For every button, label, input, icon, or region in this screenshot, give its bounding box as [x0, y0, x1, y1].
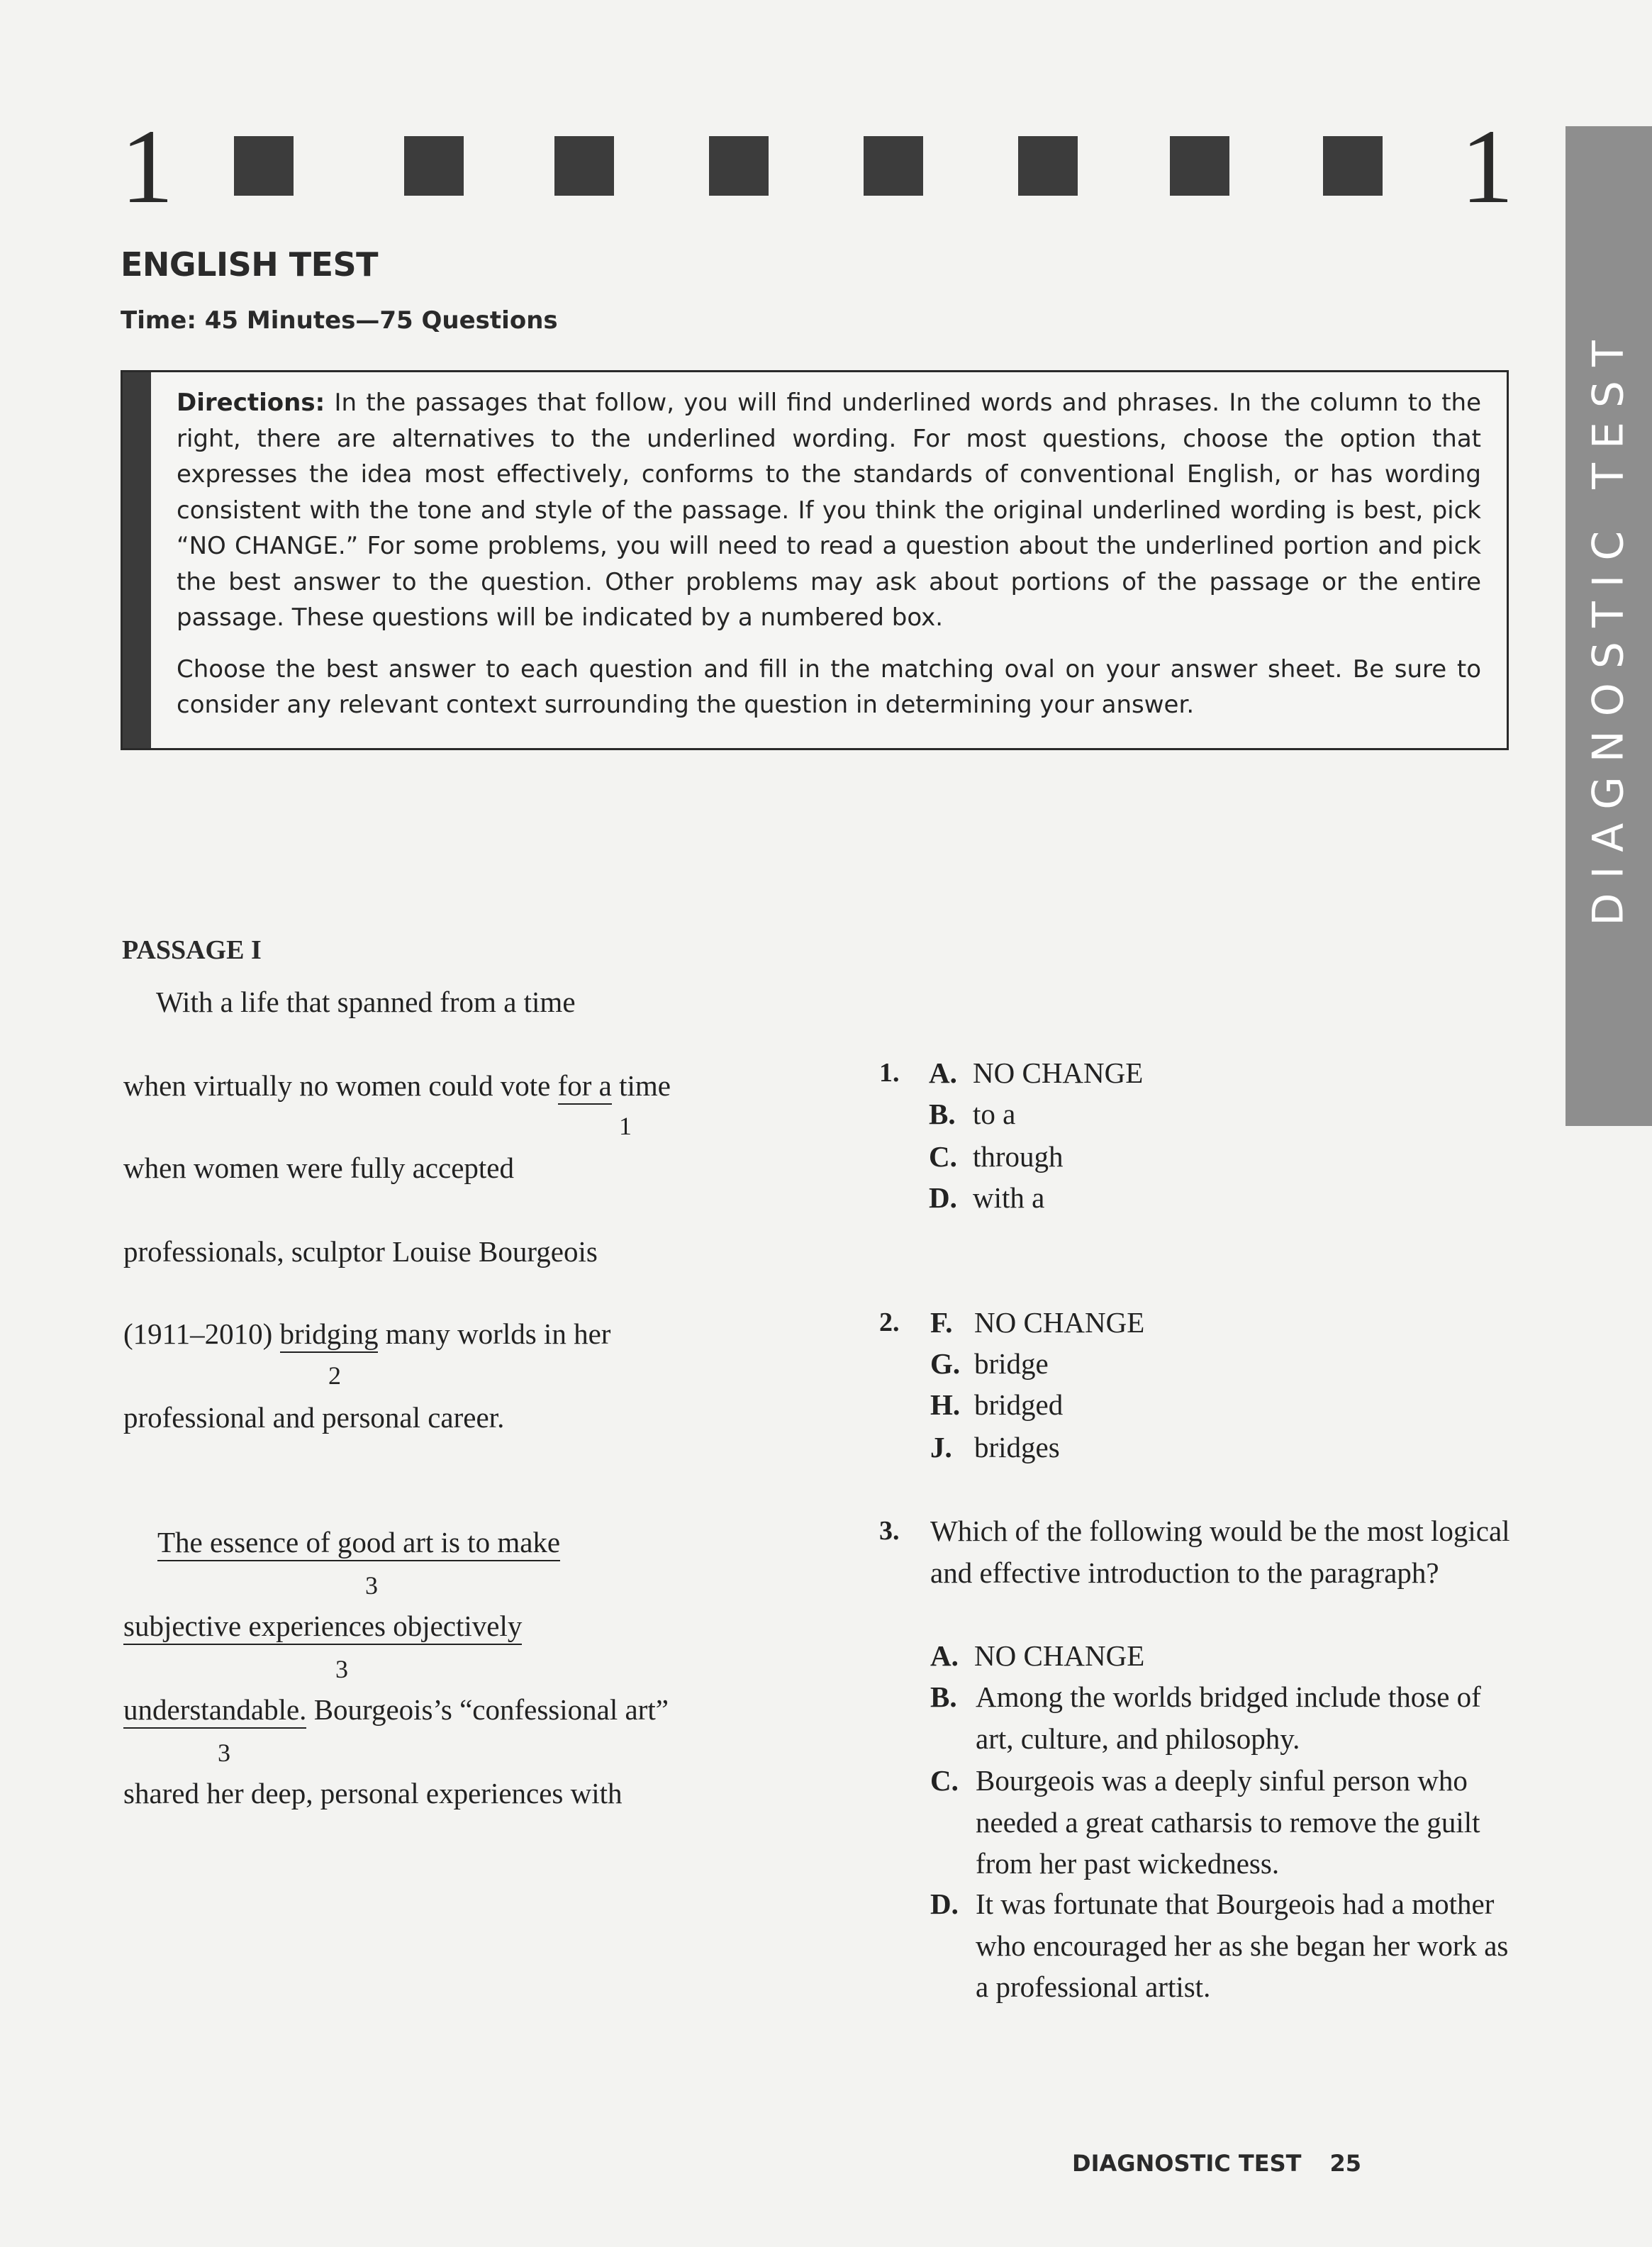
section-marker	[234, 136, 294, 196]
test-time: Time: 45 Minutes—75 Questions	[121, 306, 558, 335]
question-number: 3.	[879, 1516, 900, 1546]
question-ref-number: 1	[619, 1112, 632, 1140]
question-ref-number: 3	[218, 1739, 230, 1767]
page-footer	[1072, 2150, 1361, 2177]
question-number: 2.	[879, 1308, 900, 1337]
passage-line	[123, 1608, 522, 1644]
passage-line: understandable. Bourgeois’s “confessional art”	[123, 1692, 669, 1727]
answer-option[interactable]: B.	[930, 1680, 957, 1713]
section-marker	[404, 136, 464, 196]
section-marker	[709, 136, 769, 196]
passage-heading: PASSAGE I	[122, 935, 262, 965]
section-number-left: 1	[121, 108, 174, 225]
answer-option[interactable]: D.	[930, 1888, 959, 1920]
answer-option[interactable]: B. to a	[929, 1098, 1016, 1130]
section-marker	[554, 136, 614, 196]
section-marker	[1170, 136, 1229, 196]
answer-option[interactable]: C.	[930, 1764, 959, 1797]
underlined-portion-3[interactable]: understandable.	[123, 1693, 306, 1729]
question-stem: Which of the following would be the most logical and effective introduction to the paragraph?	[930, 1515, 1510, 1589]
question-number: 1.	[879, 1058, 900, 1088]
answer-option[interactable]: A. NO CHANGE	[929, 1056, 1144, 1089]
page-number: 25	[1329, 2150, 1361, 2177]
answer-option[interactable]: D. with a	[929, 1181, 1045, 1214]
section-marker	[864, 136, 923, 196]
underlined-portion-1[interactable]: for a	[558, 1069, 612, 1105]
answer-option[interactable]: F. NO CHANGE	[930, 1306, 1145, 1339]
footer-label: DIAGNOSTIC TEST	[1072, 2150, 1302, 2177]
directions-accent-bar	[123, 372, 151, 748]
passage-line: professional and personal career.	[123, 1401, 505, 1434]
passage-line: professionals, sculptor Louise Bourgeois	[123, 1235, 598, 1268]
answer-option-text[interactable]: It was fortunate that Bourgeois had a mother who encouraged her as she began her work as a professional artist.	[976, 1888, 1509, 2003]
answer-option-text[interactable]: Bourgeois was a deeply sinful person who needed a great catharsis to remove the guilt from her past wickedness.	[976, 1764, 1480, 1880]
question-ref-number: 3	[335, 1655, 348, 1683]
answer-option[interactable]: H. bridged	[930, 1388, 1064, 1421]
answer-option[interactable]: G. bridge	[930, 1347, 1049, 1380]
underlined-portion-2[interactable]: bridging	[280, 1317, 379, 1353]
passage-line: when virtually no women could vote for a time	[123, 1068, 671, 1103]
directions-box	[121, 370, 1509, 750]
passage-line: when women were fully accepted	[123, 1152, 514, 1184]
directions-label: Directions:	[177, 389, 325, 417]
side-tab	[1566, 126, 1652, 1126]
directions-paragraph	[177, 385, 1481, 636]
passage-line	[157, 1524, 560, 1560]
section-marker	[1018, 136, 1078, 196]
underlined-portion-3[interactable]: subjective experiences objectively	[123, 1610, 522, 1645]
passage-line: With a life that spanned from a time	[156, 986, 576, 1018]
answer-option-text[interactable]: Among the worlds bridged include those of art, culture, and philosophy.	[976, 1680, 1481, 1755]
directions-paragraph: Choose the best answer to each question and fill in the matching oval on your answer sheet. Be sure to consider any relevant context surrounding the question in determining your answer.	[177, 654, 1481, 719]
test-title: ENGLISH TEST	[121, 245, 379, 284]
question-ref-number: 2	[328, 1361, 341, 1390]
side-tab-label: DIAGNOSTIC TEST	[1584, 326, 1634, 926]
directions-body: In the passages that follow, you will find underlined words and phrases. In the column to the right, there are alternatives to the underlined wording. For most questions, choose the option that expresses the idea most effectively, conforms to the standards of conventional English, or has wording consistent with the tone and style of the passage. If you think the original underlined wording is best, pick “NO CHANGE.” For some problems, you will need to read a question about the underlined portion and pick the best answer to the question. Other problems may ask about portions of the passage or the entire passage. These questions will be indicated by a numbered box.	[177, 389, 1481, 632]
answer-option[interactable]: J. bridges	[930, 1431, 1060, 1463]
passage-line: shared her deep, personal experiences with	[123, 1777, 623, 1810]
passage-line: (1911–2010) bridging many worlds in her	[123, 1316, 610, 1351]
section-marker	[1323, 136, 1383, 196]
answer-option[interactable]: C. through	[929, 1140, 1064, 1173]
section-number-right: 1	[1461, 108, 1514, 225]
underlined-portion-3[interactable]: The essence of good art is to make	[157, 1526, 560, 1561]
answer-option[interactable]: A. NO CHANGE	[930, 1639, 1145, 1672]
question-ref-number: 3	[365, 1571, 378, 1600]
